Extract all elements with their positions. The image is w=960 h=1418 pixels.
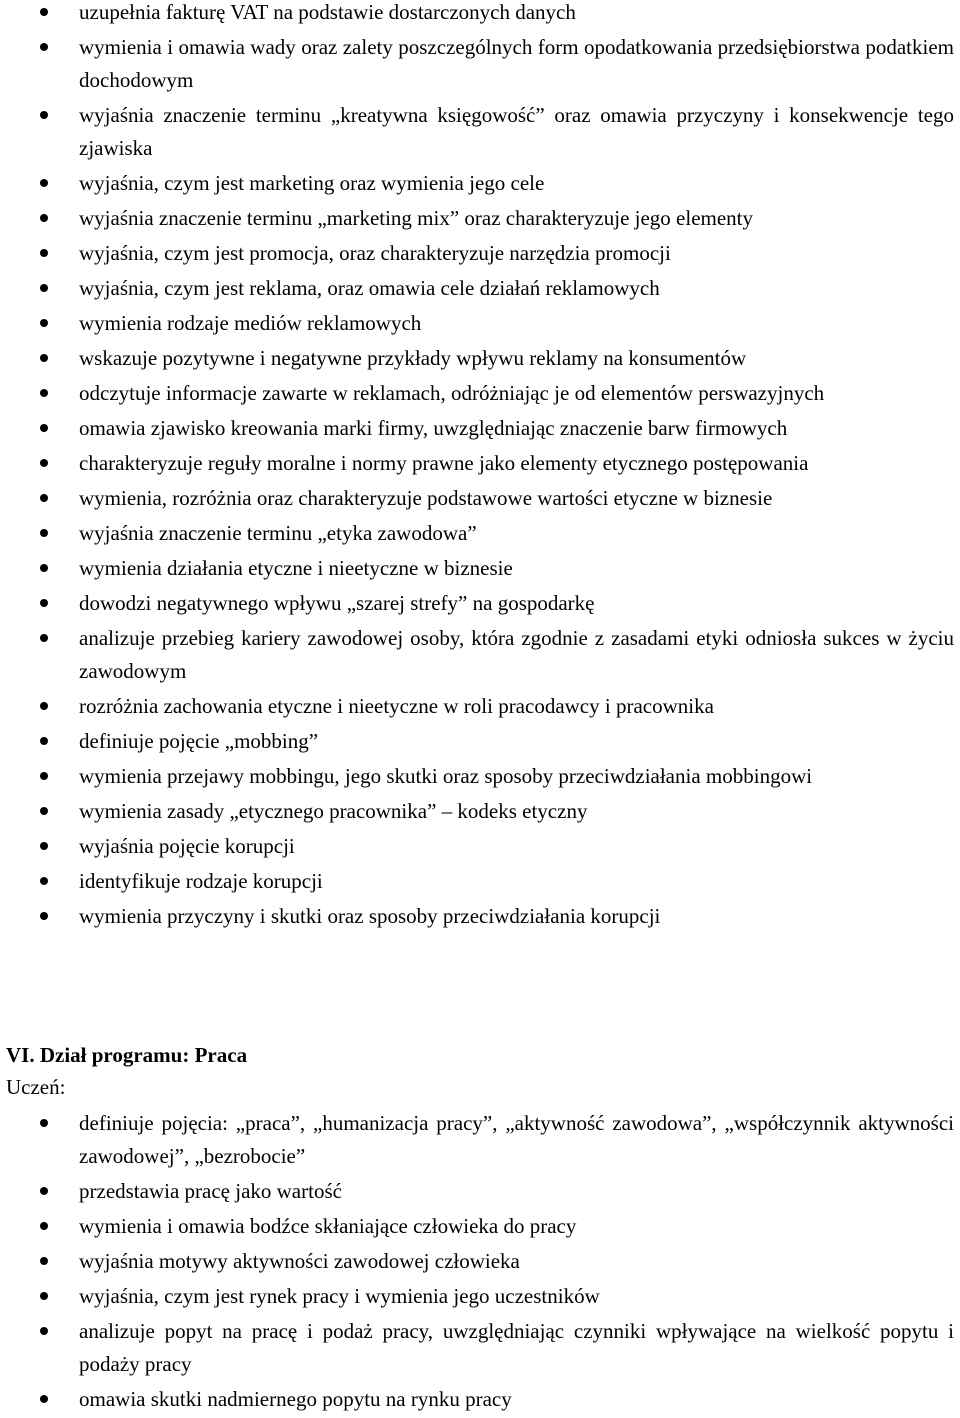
- list-item-text: odczytuje informacje zawarte w reklamach, odróżniając je od elementów perswazyjnych: [79, 381, 825, 405]
- bullet-icon: [40, 319, 48, 327]
- list-item-text: wyjaśnia znaczenie terminu „marketing mix” oraz charakteryzuje jego elementy: [79, 206, 754, 230]
- bullet-icon: [40, 1395, 48, 1403]
- objectives-list-praca: [0, 1107, 960, 1418]
- bullet-icon: [40, 529, 48, 537]
- list-item: [0, 482, 960, 515]
- list-item-text: wyjaśnia, czym jest rynek pracy i wymienia jego uczestników: [79, 1284, 600, 1308]
- list-item-text: wymienia, rozróżnia oraz charakteryzuje podstawowe wartości etyczne w biznesie: [79, 486, 773, 510]
- list-item-text: omawia zjawisko kreowania marki firmy, uwzględniając znaczenie barw firmowych: [79, 416, 788, 440]
- list-item-text: wymienia przejawy mobbingu, jego skutki oraz sposoby przeciwdziałania mobbingowi: [79, 764, 813, 788]
- bullet-icon: [40, 43, 48, 51]
- list-item: [0, 447, 960, 480]
- bullet-icon: [40, 842, 48, 850]
- list-item: [0, 900, 960, 933]
- list-item-text: wymienia zasady „etycznego pracownika” – kodeks etyczny: [79, 799, 588, 823]
- bullet-icon: [40, 1327, 48, 1335]
- bullet-icon: [40, 1187, 48, 1195]
- list-item: [0, 587, 960, 620]
- list-item-text: identyfikuje rodzaje korupcji: [79, 869, 323, 893]
- bullet-icon: [40, 8, 48, 16]
- bullet-icon: [40, 494, 48, 502]
- list-item-text: analizuje przebieg kariery zawodowej osoby, która zgodnie z zasadami etyki odniosła sukces w życiu zawodowym: [79, 626, 954, 683]
- list-item-text: definiuje pojęcie „mobbing”: [79, 729, 319, 753]
- list-item: [0, 517, 960, 550]
- list-item: [0, 99, 960, 165]
- bullet-icon: [40, 634, 48, 642]
- list-item: [0, 622, 960, 688]
- list-item: [0, 1383, 960, 1416]
- list-item: [0, 725, 960, 758]
- list-item: [0, 31, 960, 97]
- list-item-text: omawia skutki nadmiernego popytu na rynku pracy: [79, 1387, 512, 1411]
- list-item: [0, 307, 960, 340]
- list-item-text: wymienia działania etyczne i nieetyczne w biznesie: [79, 556, 513, 580]
- list-item: [0, 865, 960, 898]
- list-item-text: wymienia rodzaje mediów reklamowych: [79, 311, 422, 335]
- list-item: [0, 760, 960, 793]
- list-item: [0, 830, 960, 863]
- bullet-icon: [40, 354, 48, 362]
- list-item-text: wyjaśnia, czym jest promocja, oraz charakteryzuje narzędzia promocji: [79, 241, 671, 265]
- bullet-icon: [40, 1257, 48, 1265]
- bullet-icon: [40, 214, 48, 222]
- bullet-icon: [40, 459, 48, 467]
- bullet-icon: [40, 912, 48, 920]
- list-item: [0, 1175, 960, 1208]
- section-heading: VI. Dział programu: Praca: [6, 1043, 248, 1067]
- list-item: [0, 377, 960, 410]
- list-item: [0, 1210, 960, 1243]
- list-item-text: wymienia przyczyny i skutki oraz sposoby przeciwdziałania korupcji: [79, 904, 661, 928]
- list-item-text: definiuje pojęcia: „praca”, „humanizacja pracy”, „aktywność zawodowa”, „współczynnik aktywności zawodowej”, „bezrobocie”: [79, 1111, 954, 1168]
- list-item: [0, 1245, 960, 1278]
- list-item: [0, 272, 960, 305]
- list-item: [0, 690, 960, 723]
- list-item-text: wyjaśnia, czym jest reklama, oraz omawia cele działań reklamowych: [79, 276, 660, 300]
- bullet-icon: [40, 111, 48, 119]
- list-item-text: wyjaśnia znaczenie terminu „kreatywna księgowość” oraz omawia przyczyny i konsekwencje tego zjawiska: [79, 103, 954, 160]
- bullet-icon: [40, 249, 48, 257]
- list-item: [0, 552, 960, 585]
- list-item-text: analizuje popyt na pracę i podaż pracy, uwzględniając czynniki wpływające na wielkość popytu i podaży pracy: [79, 1319, 954, 1376]
- list-item: [0, 0, 960, 29]
- bullet-icon: [40, 1119, 48, 1127]
- bullet-icon: [40, 877, 48, 885]
- bullet-icon: [40, 389, 48, 397]
- list-item-text: wymienia i omawia bodźce skłaniające człowieka do pracy: [79, 1214, 577, 1238]
- list-item: [0, 795, 960, 828]
- list-item: [0, 342, 960, 375]
- list-item-text: rozróżnia zachowania etyczne i nieetyczne w roli pracodawcy i pracownika: [79, 694, 714, 718]
- bullet-icon: [40, 772, 48, 780]
- list-item: [0, 167, 960, 200]
- bullet-icon: [40, 284, 48, 292]
- list-item-text: wyjaśnia, czym jest marketing oraz wymienia jego cele: [79, 171, 545, 195]
- bullet-icon: [40, 1222, 48, 1230]
- bullet-icon: [40, 1292, 48, 1300]
- list-item-text: uzupełnia fakturę VAT na podstawie dostarczonych danych: [79, 0, 576, 24]
- list-item-text: wymienia i omawia wady oraz zalety poszczególnych form opodatkowania przedsiębiorstwa podatkiem dochodowym: [79, 35, 954, 92]
- section-subheading: Uczeń:: [6, 1075, 66, 1099]
- bullet-icon: [40, 599, 48, 607]
- bullet-icon: [40, 807, 48, 815]
- bullet-icon: [40, 424, 48, 432]
- list-item: [0, 1315, 960, 1381]
- list-item-text: wskazuje pozytywne i negatywne przykłady wpływu reklamy na konsumentów: [79, 346, 747, 370]
- list-item-text: wyjaśnia znaczenie terminu „etyka zawodowa”: [79, 521, 477, 545]
- list-item: [0, 412, 960, 445]
- bullet-icon: [40, 737, 48, 745]
- list-item-text: dowodzi negatywnego wpływu „szarej strefy” na gospodarkę: [79, 591, 595, 615]
- bullet-icon: [40, 564, 48, 572]
- list-item-text: charakteryzuje reguły moralne i normy prawne jako elementy etycznego postępowania: [79, 451, 809, 475]
- list-item-text: wyjaśnia motywy aktywności zawodowej człowieka: [79, 1249, 520, 1273]
- bullet-icon: [40, 179, 48, 187]
- list-item: [0, 1280, 960, 1313]
- list-item: [0, 237, 960, 270]
- bullet-icon: [40, 702, 48, 710]
- list-item-text: wyjaśnia pojęcie korupcji: [79, 834, 295, 858]
- list-item: [0, 1107, 960, 1173]
- list-item: [0, 202, 960, 235]
- list-item-text: przedstawia pracę jako wartość: [79, 1179, 342, 1203]
